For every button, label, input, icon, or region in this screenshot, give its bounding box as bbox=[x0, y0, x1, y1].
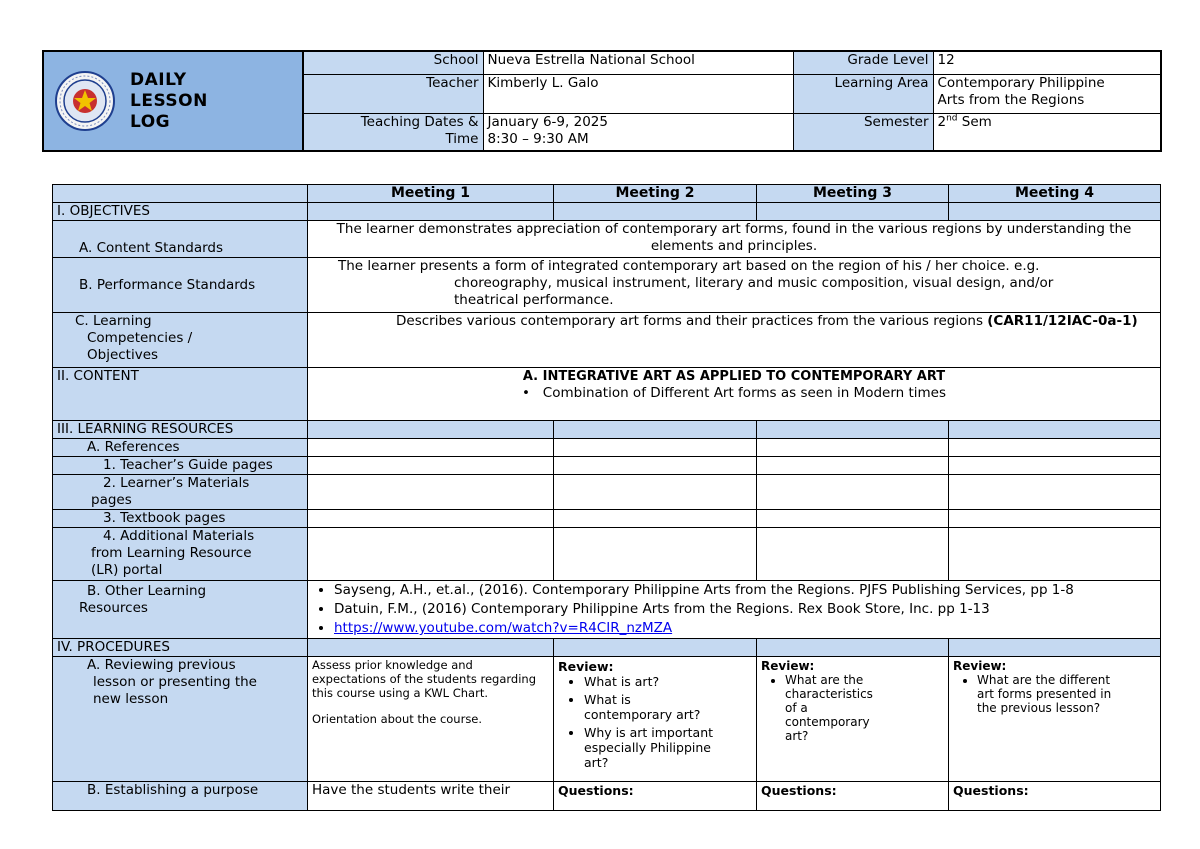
bullet-icon: • bbox=[521, 385, 543, 401]
reviewing-m1-orientation: Orientation about the course. bbox=[312, 712, 483, 726]
textbook-m2 bbox=[554, 510, 757, 528]
review-label-m3: Review: bbox=[761, 659, 815, 673]
other-resources-line-2: Resources bbox=[79, 600, 148, 616]
dll-title bbox=[130, 70, 208, 133]
objectives-m1 bbox=[308, 203, 554, 221]
reviewing-m1 bbox=[308, 657, 554, 782]
lm-m3 bbox=[757, 475, 949, 510]
tg-m1 bbox=[308, 457, 554, 475]
teaching-dates-line-1: January 6-9, 2025 bbox=[487, 114, 608, 130]
resources-m3 bbox=[757, 421, 949, 439]
textbook-m4 bbox=[949, 510, 1161, 528]
references-label bbox=[53, 439, 308, 457]
establishing-purpose-text: B. Establishing a purpose bbox=[87, 782, 259, 798]
references-m1 bbox=[308, 439, 554, 457]
meeting-4-header: Meeting 4 bbox=[949, 185, 1161, 203]
references-m3 bbox=[757, 439, 949, 457]
resources-m4 bbox=[949, 421, 1161, 439]
tg-pages-label bbox=[53, 457, 308, 475]
procedures-m3 bbox=[757, 639, 949, 657]
performance-standards-label bbox=[53, 258, 308, 313]
deped-seal-icon bbox=[54, 70, 116, 132]
review-m3-item-1: • What are the characteristics of a contemporary art? bbox=[785, 673, 884, 743]
review-label-m4: Review: bbox=[953, 659, 1007, 673]
additional-m2 bbox=[554, 528, 757, 581]
meeting-3-header: Meeting 3 bbox=[757, 185, 949, 203]
purpose-m3: Questions: bbox=[757, 782, 949, 811]
competencies-label-line-1: C. Learning bbox=[75, 313, 152, 329]
lm-pages-label bbox=[53, 475, 308, 510]
semester-num: 2 bbox=[937, 114, 947, 130]
learning-competencies-label bbox=[53, 313, 308, 368]
performance-line-2: choreography, musical instrument, literary and music composition, visual design, and/or bbox=[454, 275, 1054, 291]
additional-materials-label bbox=[53, 528, 308, 581]
objectives-m4 bbox=[949, 203, 1161, 221]
learning-area-line-1: Contemporary Philippine bbox=[937, 75, 1105, 91]
corner-cell bbox=[53, 185, 308, 203]
competencies-label-line-2: Competencies / bbox=[87, 330, 193, 346]
procedures-heading: IV. PROCEDURES bbox=[53, 639, 308, 657]
resource-item-2: • Datuin, F.M., (2016) Contemporary Philippine Arts from the Regions. Rex Book Store, Inc. pp 1-13 bbox=[334, 600, 1156, 619]
learning-area-line-2: Arts from the Regions bbox=[937, 92, 1085, 108]
references-m4 bbox=[949, 439, 1161, 457]
performance-standards-text bbox=[308, 258, 1161, 313]
establishing-purpose-label bbox=[53, 782, 308, 811]
lm-line-2: pages bbox=[91, 492, 132, 508]
reviewing-m2 bbox=[554, 657, 757, 782]
performance-line-1: The learner presents a form of integrated contemporary art based on the region of his / her choice. e.g. bbox=[338, 258, 1040, 274]
content-bullet bbox=[312, 385, 1156, 402]
purpose-m2: Questions: bbox=[554, 782, 757, 811]
review-m2-item-3: • Why is art important especially Philippine art? bbox=[584, 725, 752, 770]
other-resources-label bbox=[53, 581, 308, 639]
school-label: School bbox=[303, 51, 483, 75]
competencies-label-line-3: Objectives bbox=[87, 347, 159, 363]
review-m4-item-1: • What are the different art forms presented in the previous lesson? bbox=[977, 673, 1126, 715]
school-value: Nueva Estrella National School bbox=[483, 51, 793, 75]
reviewing-m1-text: Assess prior knowledge and expectations of the students regarding this course using a KWL Chart. bbox=[312, 658, 536, 700]
textbook-m1 bbox=[308, 510, 554, 528]
references-m2 bbox=[554, 439, 757, 457]
youtube-link[interactable]: https://www.youtube.com/watch?v=R4CIR_nzMZA bbox=[334, 620, 673, 636]
teacher-label: Teacher bbox=[303, 75, 483, 114]
title-line-1: DAILY bbox=[130, 69, 187, 90]
learning-area-value bbox=[933, 75, 1161, 114]
reviewing-m3 bbox=[757, 657, 949, 782]
title-line-2: LESSON bbox=[130, 90, 208, 111]
semester-label: Semester bbox=[793, 114, 933, 152]
content-standards-label bbox=[53, 221, 308, 258]
meeting-1-header: Meeting 1 bbox=[308, 185, 554, 203]
performance-line-3: theatrical performance. bbox=[454, 292, 614, 308]
tg-pages-text: 1. Teacher’s Guide pages bbox=[103, 457, 273, 473]
additional-m3 bbox=[757, 528, 949, 581]
logo-cell bbox=[43, 51, 303, 151]
procedures-m2 bbox=[554, 639, 757, 657]
objectives-heading: I. OBJECTIVES bbox=[53, 203, 308, 221]
reviewing-line-3: new lesson bbox=[93, 691, 169, 707]
reviewing-lesson-label bbox=[53, 657, 308, 782]
learning-resources-heading: III. LEARNING RESOURCES bbox=[53, 421, 308, 439]
learning-competencies-text bbox=[308, 313, 1161, 368]
lm-m4 bbox=[949, 475, 1161, 510]
tg-m4 bbox=[949, 457, 1161, 475]
procedures-m4 bbox=[949, 639, 1161, 657]
purpose-m4: Questions: bbox=[949, 782, 1161, 811]
review-label-m2: Review: bbox=[558, 659, 614, 674]
header-table bbox=[42, 50, 1162, 152]
content-bullet-text: Combination of Different Art forms as seen in Modern times bbox=[542, 385, 947, 401]
resources-m1 bbox=[308, 421, 554, 439]
lm-line-1: 2. Learner’s Materials bbox=[103, 475, 250, 491]
content-topic: A. INTEGRATIVE ART AS APPLIED TO CONTEMPORARY ART bbox=[522, 369, 946, 384]
teaching-dates-label-line-1: Teaching Dates & bbox=[360, 114, 479, 130]
review-m2-item-2: • What is contemporary art? bbox=[584, 692, 752, 722]
grade-value: 12 bbox=[933, 51, 1161, 75]
semester-sup: nd bbox=[946, 113, 958, 124]
reviewing-line-2: lesson or presenting the bbox=[93, 674, 257, 690]
additional-m4 bbox=[949, 528, 1161, 581]
competency-text: Describes various contemporary art forms and their practices from the various regions bbox=[396, 313, 988, 329]
semester-value bbox=[933, 114, 1161, 152]
content-text bbox=[308, 368, 1161, 421]
additional-m1 bbox=[308, 528, 554, 581]
content-standards-text: The learner demonstrates appreciation of contemporary art forms, found in the various regions by understanding the elements and principles. bbox=[308, 221, 1161, 258]
resource-item-3 bbox=[334, 619, 1156, 638]
references-text: A. References bbox=[87, 439, 180, 455]
textbook-pages-text: 3. Textbook pages bbox=[103, 510, 226, 526]
teaching-dates-label bbox=[303, 114, 483, 152]
lm-m1 bbox=[308, 475, 554, 510]
reviewing-m4 bbox=[949, 657, 1161, 782]
reviewing-line-1: A. Reviewing previous bbox=[87, 657, 236, 673]
objectives-m2 bbox=[554, 203, 757, 221]
teaching-dates-label-line-2: Time bbox=[445, 131, 479, 147]
procedures-m1 bbox=[308, 639, 554, 657]
tg-m2 bbox=[554, 457, 757, 475]
meeting-2-header: Meeting 2 bbox=[554, 185, 757, 203]
content-standards-label-text: A. Content Standards bbox=[79, 240, 224, 256]
tg-m3 bbox=[757, 457, 949, 475]
resources-m2 bbox=[554, 421, 757, 439]
additional-line-3: (LR) portal bbox=[91, 562, 163, 578]
textbook-pages-label bbox=[53, 510, 308, 528]
performance-standards-label-text: B. Performance Standards bbox=[79, 276, 256, 293]
other-resources-list bbox=[308, 581, 1161, 639]
title-line-3: LOG bbox=[130, 111, 171, 132]
semester-rest: Sem bbox=[957, 114, 992, 130]
teacher-value: Kimberly L. Galo bbox=[483, 75, 793, 114]
other-resources-line-1: B. Other Learning bbox=[87, 583, 207, 599]
purpose-m1: Have the students write their bbox=[308, 782, 554, 811]
additional-line-2: from Learning Resource bbox=[91, 545, 252, 561]
objectives-m3 bbox=[757, 203, 949, 221]
teaching-dates-value bbox=[483, 114, 793, 152]
textbook-m3 bbox=[757, 510, 949, 528]
competency-code: (CAR11/12IAC-0a-1) bbox=[987, 313, 1138, 329]
lm-m2 bbox=[554, 475, 757, 510]
teaching-dates-line-2: 8:30 – 9:30 AM bbox=[487, 131, 589, 147]
review-m2-item-1: • What is art? bbox=[584, 674, 752, 689]
additional-line-1: 4. Additional Materials bbox=[103, 528, 255, 544]
resource-item-1: • Sayseng, A.H., et.al., (2016). Contemporary Philippine Arts from the Regions. PJFS Publishing Services, pp 1-8 bbox=[334, 581, 1156, 600]
content-heading: II. CONTENT bbox=[53, 368, 308, 421]
lesson-log-table bbox=[52, 184, 1161, 811]
learning-area-label: Learning Area bbox=[793, 75, 933, 114]
grade-label: Grade Level bbox=[793, 51, 933, 75]
